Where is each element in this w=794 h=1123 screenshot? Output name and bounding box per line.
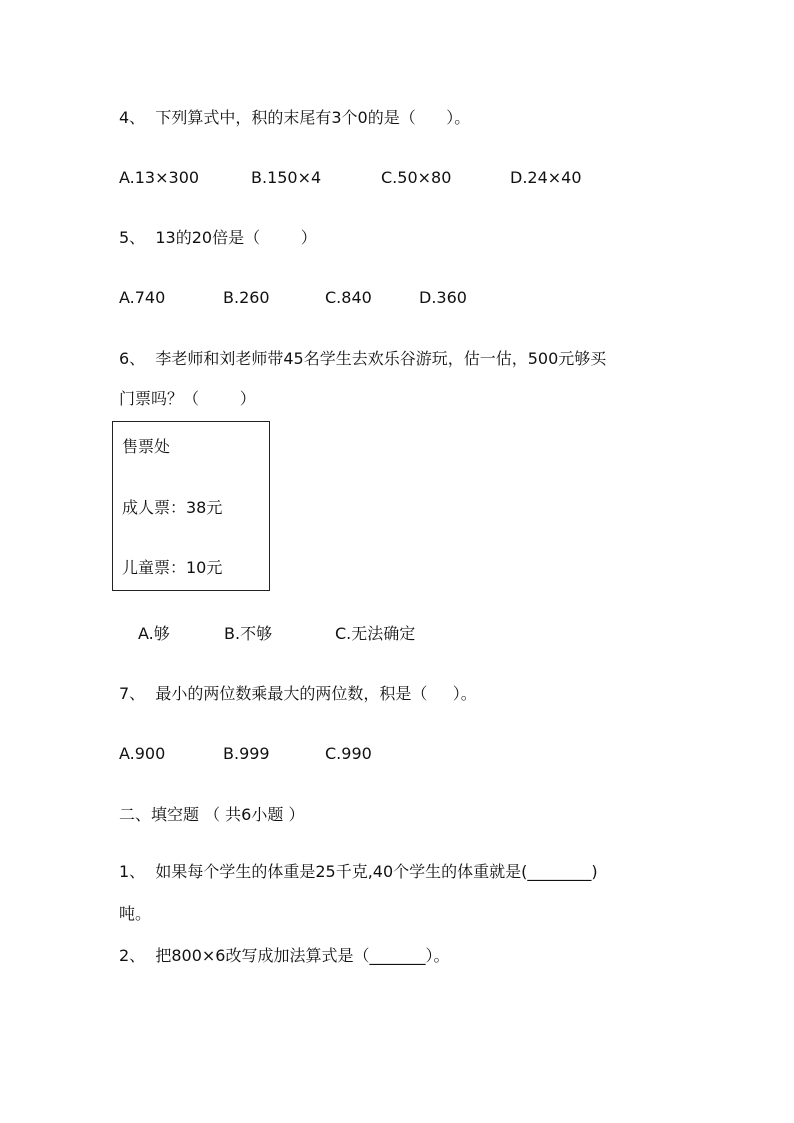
fill-q1-line2: 吨。 [119, 904, 152, 923]
child-ticket-price: 儿童票：10元 [122, 558, 223, 577]
q6-option-b: B.不够 [224, 624, 273, 643]
q7-option-b: B.999 [223, 744, 270, 763]
q6-stem-line1: 6、 李老师和刘老师带45名学生去欢乐谷游玩，估一估，500元够买 [119, 349, 607, 368]
q7-option-a: A.900 [119, 744, 166, 763]
fill-q2: 2、 把800×6改写成加法算式是（_______）。 [119, 946, 450, 965]
ticket-office-box [112, 421, 270, 591]
q5-option-a: A.740 [119, 288, 166, 307]
q4-stem: 4、 下列算式中，积的末尾有3个0的是（ ）。 [119, 108, 471, 127]
adult-ticket-price: 成人票：38元 [122, 498, 223, 517]
ticket-box-title: 售票处 [122, 437, 171, 456]
q4-option-c: C.50×80 [381, 168, 452, 187]
q4-option-d: D.24×40 [510, 168, 582, 187]
fill-q1-line1: 1、 如果每个学生的体重是25千克,40个学生的体重就是(________) [119, 862, 598, 881]
q4-option-a: A.13×300 [119, 168, 200, 187]
q6-option-a: A.够 [138, 624, 170, 643]
q5-option-d: D.360 [419, 288, 467, 307]
q7-stem: 7、 最小的两位数乘最大的两位数，积是（ ）。 [119, 684, 477, 703]
q6-stem-line2: 门票吗？（ ） [119, 389, 256, 408]
q5-stem: 5、 13的20倍是（ ） [119, 228, 317, 247]
q7-option-c: C.990 [325, 744, 372, 763]
q6-option-c: C.无法确定 [335, 624, 416, 643]
section2-heading: 二、填空题 （ 共6小题 ） [119, 805, 305, 824]
q4-option-b: B.150×4 [251, 168, 322, 187]
q5-option-c: C.840 [325, 288, 372, 307]
q5-option-b: B.260 [223, 288, 270, 307]
